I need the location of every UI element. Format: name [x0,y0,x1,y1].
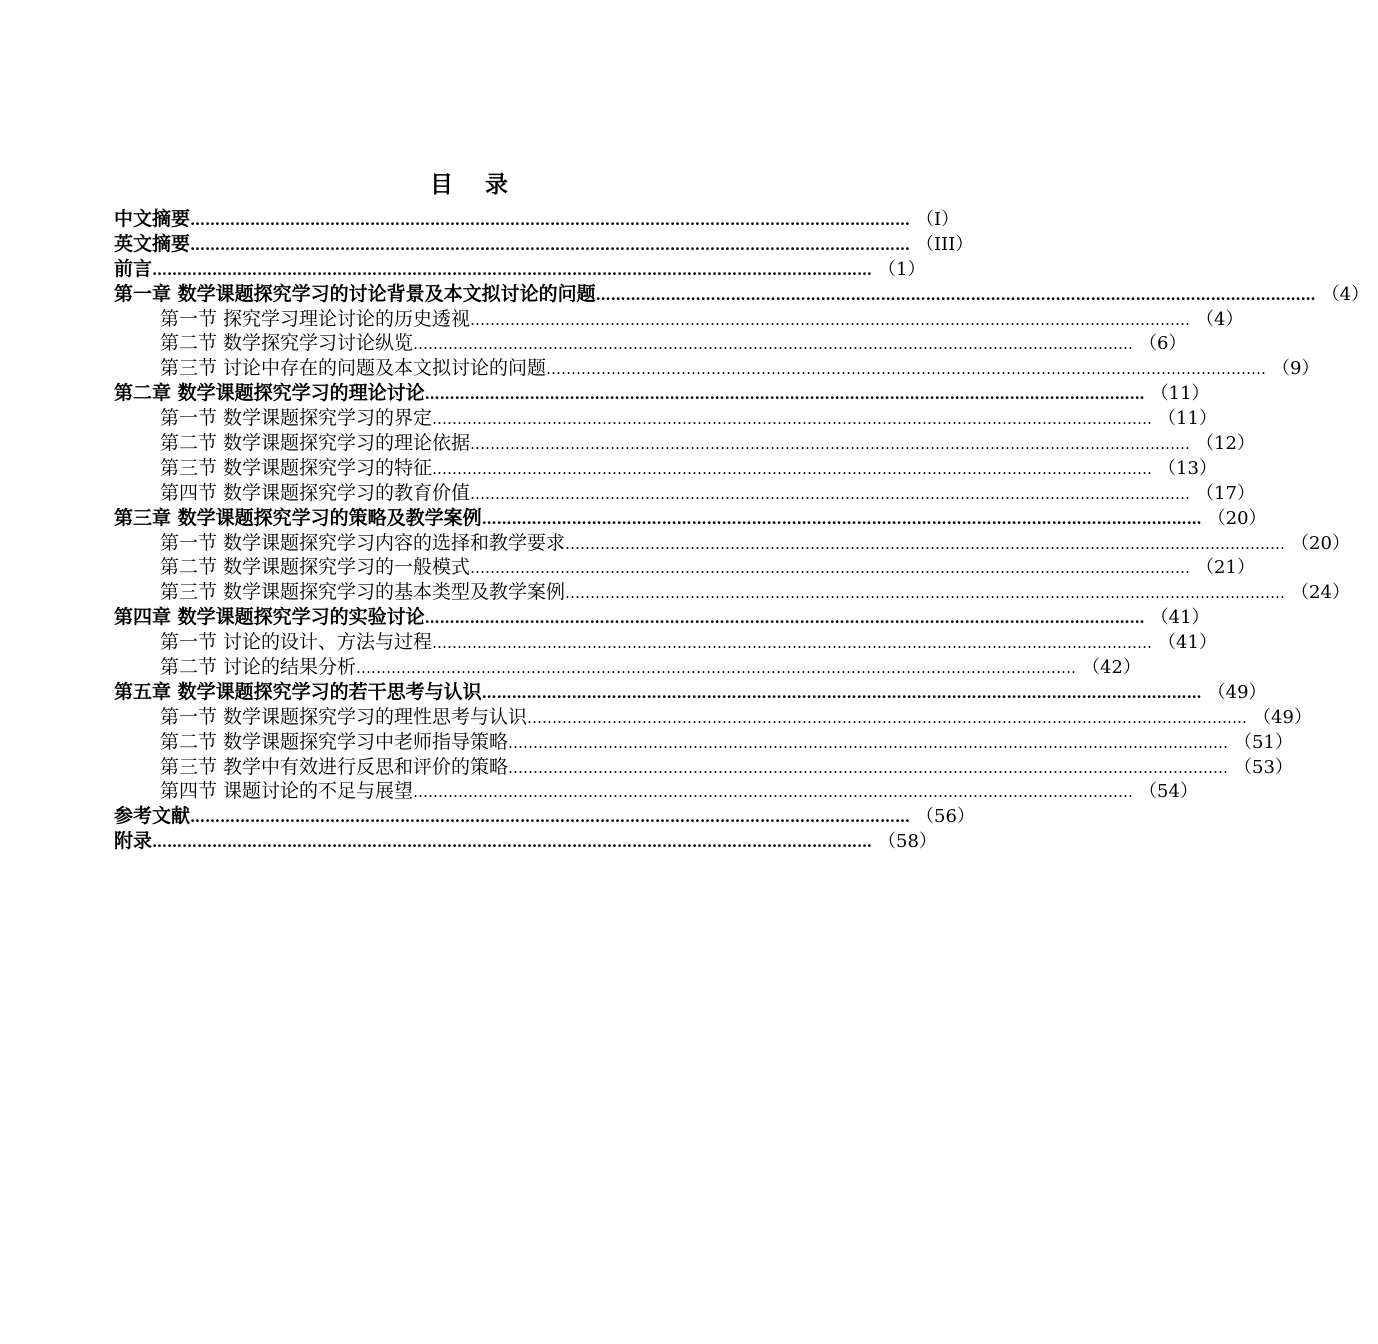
toc-entry-title: 第一节 探究学习理论讨论的历史透视 [160,307,471,330]
toc-dot-leader: ……………………………………………………………………………………………………………………………… [432,634,1153,653]
toc-dot-leader: ……………………………………………………………………………………………………………………………… [481,683,1202,702]
toc-dot-leader: ……………………………………………………………………………………………………………………………… [546,360,1267,379]
toc-section-entry[interactable] [114,705,1312,730]
toc-chapter-entry[interactable] [114,680,1267,705]
toc-page-number: （12） [1196,433,1255,455]
toc-section-entry[interactable] [114,655,1141,680]
toc-section-entry[interactable] [114,356,1320,381]
toc-page-number: （4） [1196,308,1244,330]
toc-page-number: （11） [1150,383,1210,405]
toc-dot-leader: ……………………………………………………………………………………………………………………………… [508,758,1229,777]
toc-entry-title: 中文摘要 [114,208,191,230]
toc-entry-title: 第三节 数学课题探究学习的特征 [160,456,433,479]
toc-dot-leader: ……………………………………………………………………………………………………………………………… [190,235,911,254]
toc-page-number: （13） [1158,457,1217,479]
toc-section-entry[interactable] [114,555,1255,580]
toc-dot-leader: ……………………………………………………………………………………………………………………………… [413,335,1134,354]
toc-section-entry[interactable] [114,456,1217,481]
toc-page-number: （41） [1150,607,1210,629]
toc-page-number: （21） [1196,557,1255,579]
toc-entry-title: 第五章 数学课题探究学习的若干思考与认识 [114,680,482,703]
toc-entry-title: 第四章 数学课题探究学习的实验讨论 [114,606,425,629]
toc-page-number: （53） [1234,756,1293,778]
toc-page-number: （24） [1291,582,1350,604]
toc-chapter-entry[interactable] [114,804,975,829]
toc-dot-leader: ……………………………………………………………………………………………………………………………… [152,833,873,852]
toc-page-number: （11） [1158,408,1217,430]
toc-section-entry[interactable] [114,755,1293,780]
toc-section-entry[interactable] [114,580,1350,605]
toc-dot-leader: ……………………………………………………………………………………………………………………………… [527,708,1248,727]
toc-page-number: （51） [1234,731,1293,753]
toc-page-number: （1） [878,258,926,280]
toc-chapter-entry[interactable] [114,207,960,232]
toc-chapter-entry[interactable] [114,282,1370,307]
toc-entry-title: 第一节 数学课题探究学习的界定 [160,407,433,430]
toc-dot-leader: ……………………………………………………………………………………………………………………………… [424,609,1145,628]
toc-page-number: （41） [1158,632,1217,654]
toc-list [114,207,1370,854]
toc-dot-leader: ……………………………………………………………………………………………………………………………… [481,509,1202,528]
toc-chapter-entry[interactable] [114,232,974,257]
toc-page-number: （4） [1321,283,1370,305]
toc-section-entry[interactable] [114,307,1244,332]
toc-section-entry[interactable] [114,331,1187,356]
toc-dot-leader: ……………………………………………………………………………………………………………………………… [470,435,1191,454]
toc-dot-leader: ……………………………………………………………………………………………………………………………… [565,584,1286,603]
toc-page-number: （17） [1196,482,1255,504]
toc-dot-leader: ……………………………………………………………………………………………………………………………… [190,808,911,827]
toc-dot-leader: ……………………………………………………………………………………………………………………………… [470,310,1191,329]
toc-entry-title: 英文摘要 [114,232,191,255]
toc-dot-leader: ……………………………………………………………………………………………………………………………… [470,484,1191,503]
toc-dot-leader: ……………………………………………………………………………………………………………………………… [356,659,1077,678]
toc-entry-title: 参考文献 [114,805,191,828]
toc-section-entry[interactable] [114,630,1217,655]
toc-page-number: （20） [1207,507,1267,529]
toc-entry-title: 第二节 数学课题探究学习的一般模式 [160,556,471,579]
toc-chapter-entry[interactable] [114,257,926,282]
toc-dot-leader: ……………………………………………………………………………………………………………………………… [432,459,1153,478]
toc-dot-leader: ……………………………………………………………………………………………………………………………… [470,559,1191,578]
toc-section-entry[interactable] [114,406,1217,431]
toc-dot-leader: ……………………………………………………………………………………………………………………………… [432,410,1153,429]
toc-entry-title: 第四节 数学课题探究学习的教育价值 [160,481,471,504]
toc-page-number: （56） [916,806,975,828]
toc-chapter-entry[interactable] [114,605,1210,630]
toc-entry-title: 第二节 数学探究学习讨论纵览 [160,332,414,355]
toc-section-entry[interactable] [114,481,1255,506]
toc-entry-title: 第三节 教学中有效进行反思和评价的策略 [160,755,509,778]
toc-section-entry[interactable] [114,779,1198,804]
toc-dot-leader: ……………………………………………………………………………………………………………………………… [190,211,911,229]
toc-page-number: （9） [1272,358,1320,380]
toc-entry-title: 第二节 讨论的结果分析 [160,656,357,679]
toc-dot-leader: ……………………………………………………………………………………………………………………………… [424,385,1145,404]
toc-chapter-entry[interactable] [114,506,1267,531]
toc-entry-title: 第三节 数学课题探究学习的基本类型及教学案例 [160,581,566,604]
toc-page-number: （III） [916,233,974,255]
toc-entry-title: 附录 [114,830,153,853]
toc-entry-title: 第三章 数学课题探究学习的策略及教学案例 [114,506,482,529]
toc-title: 目 录 [429,172,520,198]
toc-entry-title: 第二节 数学课题探究学习中老师指导策略 [160,730,509,753]
toc-entry-title: 第一节 讨论的设计、方法与过程 [160,631,433,654]
toc-dot-leader: ……………………………………………………………………………………………………………………………… [413,783,1134,802]
toc-dot-leader: ……………………………………………………………………………………………………………………………… [508,733,1229,752]
toc-entry-title: 前言 [114,257,153,280]
toc-page-number: （49） [1253,706,1312,728]
toc-section-entry[interactable] [114,730,1293,755]
toc-entry-title: 第二节 数学课题探究学习的理论依据 [160,432,471,455]
toc-section-entry[interactable] [114,531,1350,556]
toc-section-entry[interactable] [114,431,1255,456]
toc-entry-title: 第一节 数学课题探究学习内容的选择和教学要求 [160,531,566,554]
toc-page-number: （58） [878,831,937,853]
toc-chapter-entry[interactable] [114,829,937,854]
toc-dot-leader: ……………………………………………………………………………………………………………………………… [595,285,1316,304]
toc-dot-leader: ……………………………………………………………………………………………………………………………… [152,260,873,279]
toc-page-number: （49） [1207,681,1267,703]
toc-entry-title: 第三节 讨论中存在的问题及本文拟讨论的问题 [160,357,547,380]
toc-entry-title: 第一节 数学课题探究学习的理性思考与认识 [160,705,528,728]
toc-entry-title: 第二章 数学课题探究学习的理论讨论 [114,382,425,405]
toc-page-number: （42） [1082,657,1141,679]
toc-entry-title: 第四节 课题讨论的不足与展望 [160,780,414,803]
toc-dot-leader: ……………………………………………………………………………………………………………………………… [565,534,1286,553]
toc-page-number: （20） [1291,532,1350,554]
toc-page-number: （54） [1139,781,1198,803]
toc-entry-title: 第一章 数学课题探究学习的讨论背景及本文拟讨论的问题 [114,282,596,305]
toc-page-number: （6） [1139,333,1187,355]
toc-chapter-entry[interactable] [114,381,1210,406]
toc-page-number: （I） [916,209,960,230]
